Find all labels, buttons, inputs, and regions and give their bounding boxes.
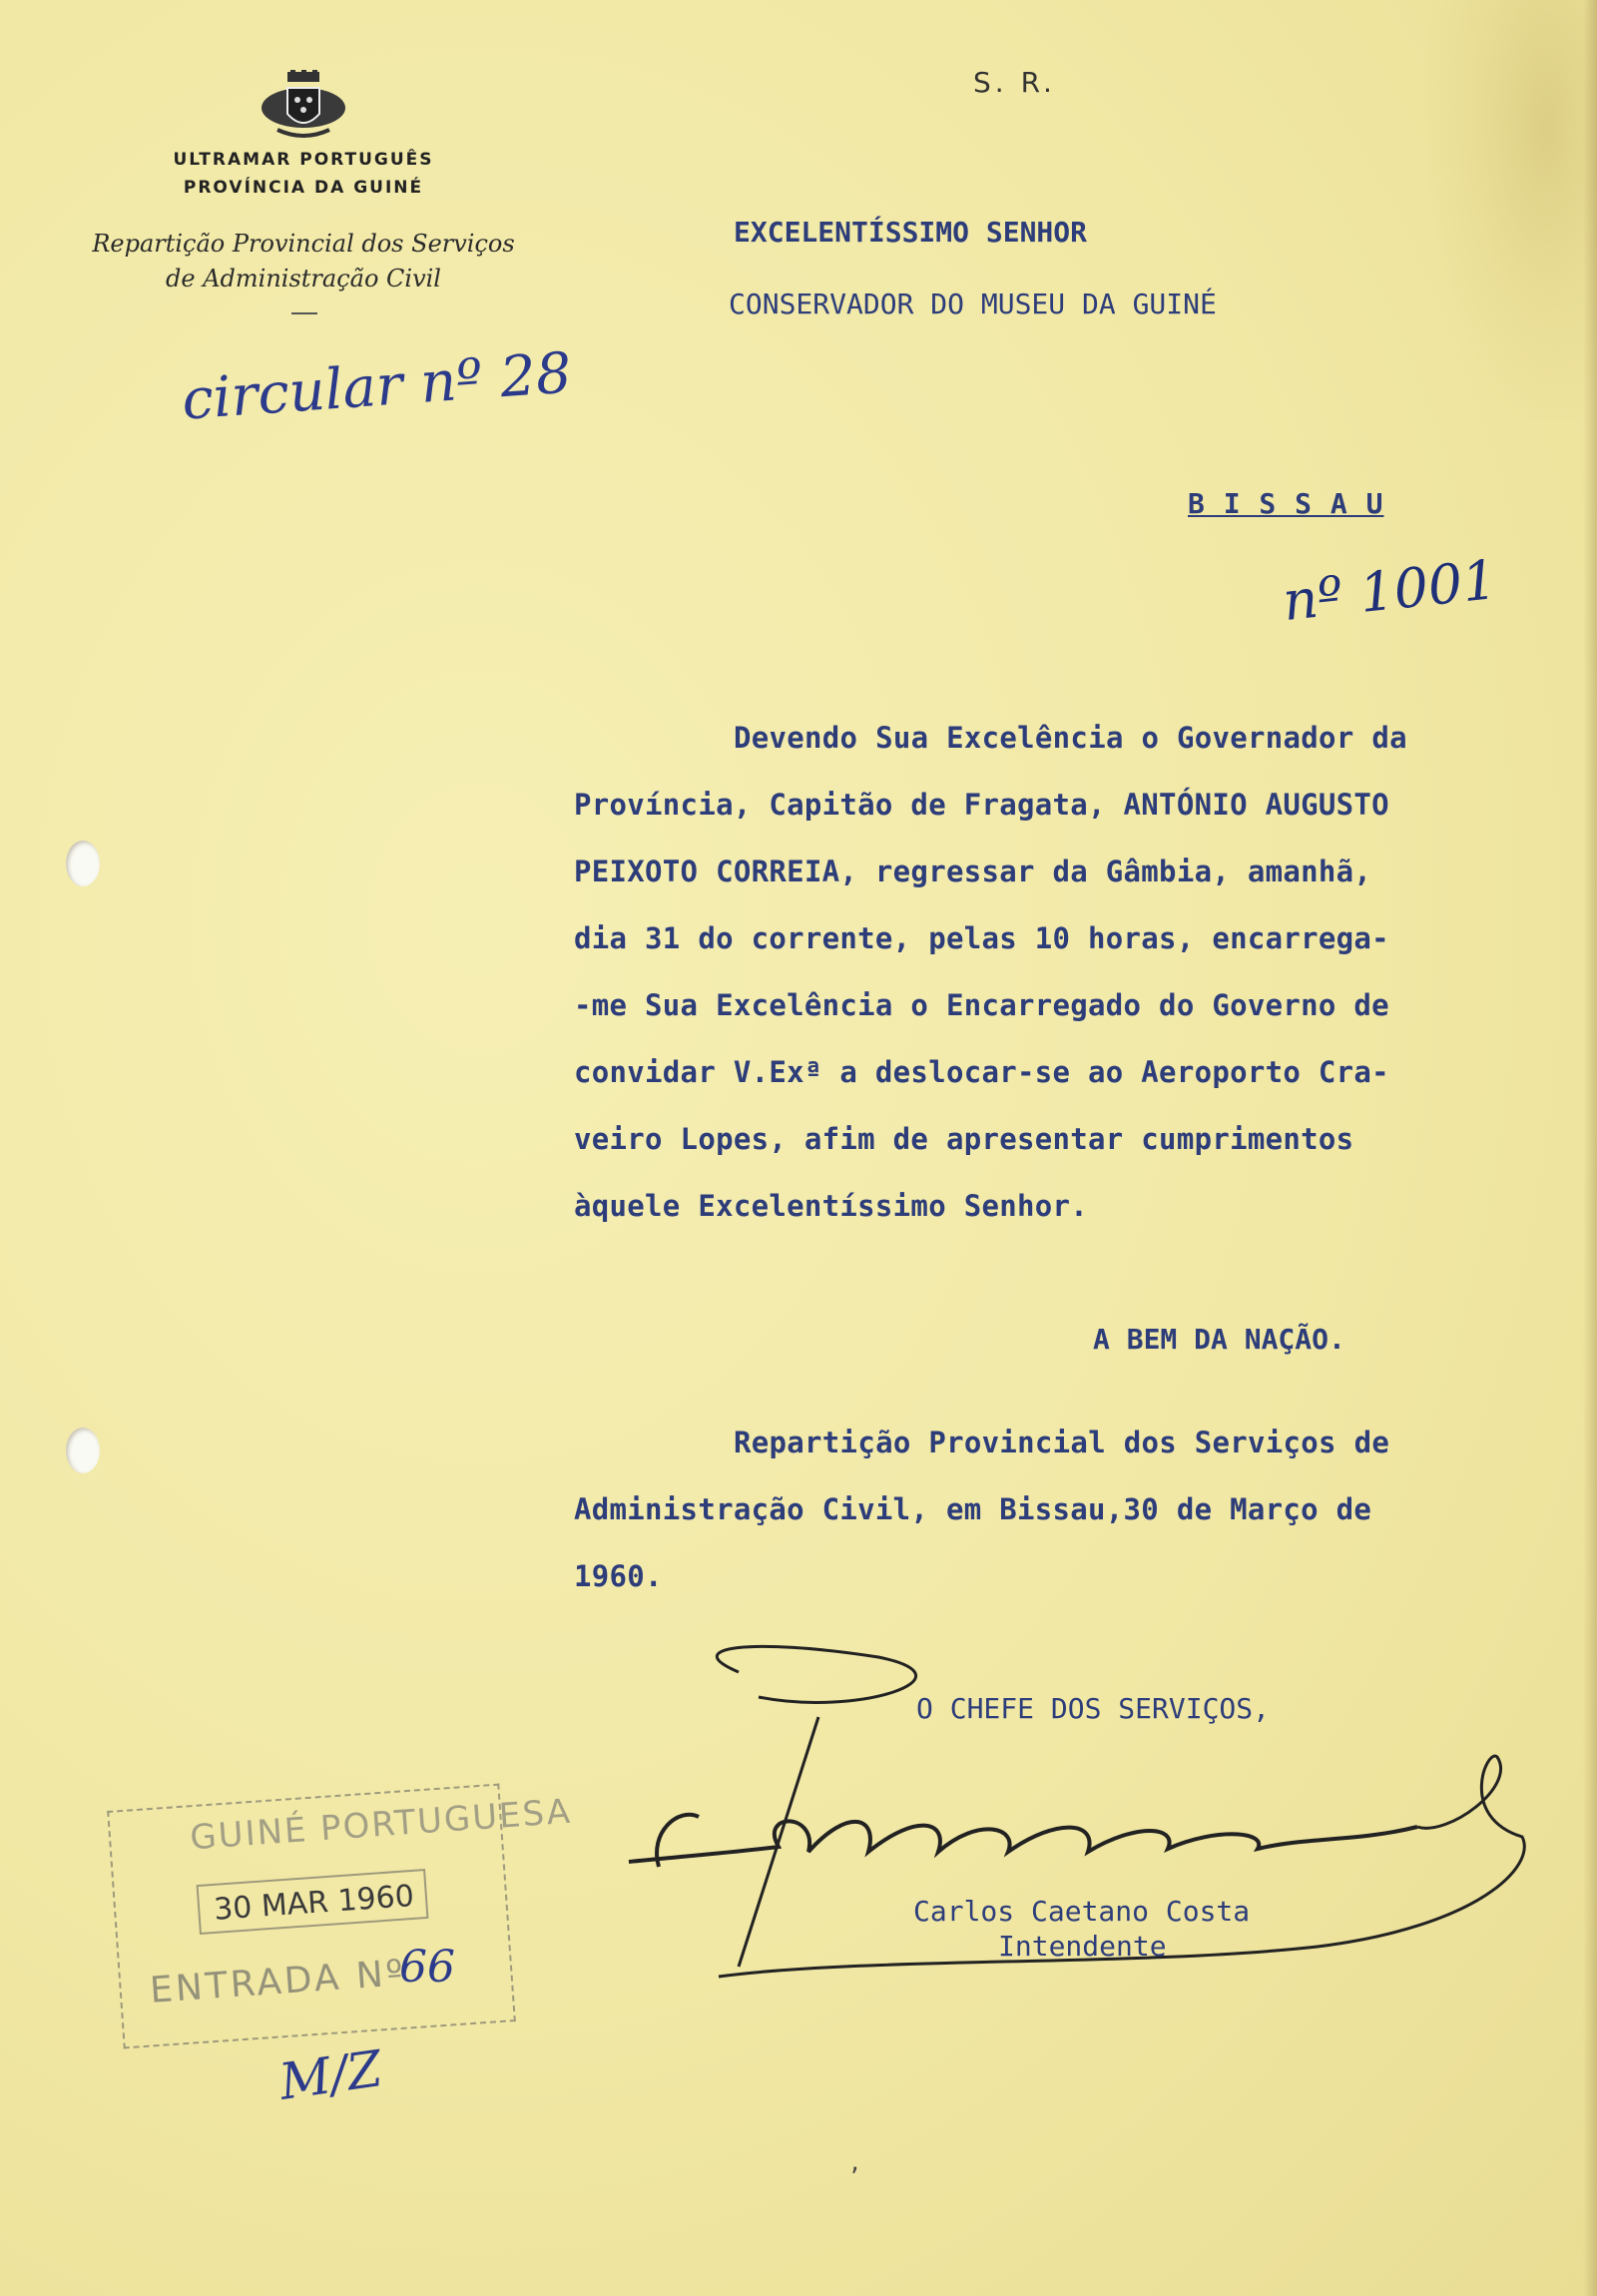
closing-place-line-2: Administração Civil, em Bissau,30 de Março de (574, 1492, 1372, 1526)
stamp-date: 30 MAR 1960 (197, 1869, 429, 1935)
footer-mark: ‚ (848, 2151, 862, 2176)
header-sr: S. R. (973, 66, 1056, 99)
punch-hole-top (66, 841, 100, 886)
coat-of-arms-icon (258, 70, 349, 140)
handwritten-letter-number: nº 1001 (1280, 547, 1500, 634)
paper-stain (1427, 0, 1597, 419)
paper-edge (1583, 0, 1597, 2296)
closing-place-line-3: 1960. (574, 1559, 663, 1593)
divider (291, 312, 317, 314)
body-line-2: Província, Capitão de Fragata, ANTÓNIO AUGUSTO (574, 788, 1389, 822)
letterhead-line-1: ULTRAMAR PORTUGUÊS (173, 150, 434, 170)
letterhead-line-2: PROVÍNCIA DA GUINÉ (183, 178, 424, 198)
signature-title: Intendente (998, 1930, 1167, 1963)
department-line-1: Repartição Provincial dos Serviços (92, 230, 515, 258)
handwritten-initials: M/Z (275, 2039, 386, 2111)
addressee-line-1: EXCELENTÍSSIMO SENHOR (734, 216, 1088, 249)
body-line-7: veiro Lopes, afim de apresentar cumprimentos (574, 1122, 1354, 1156)
body-line-4: dia 31 do corrente, pelas 10 horas, encarrega- (574, 921, 1389, 955)
handwritten-circular-number: circular nº 28 (180, 340, 574, 433)
body-line-3: PEIXOTO CORREIA, regressar da Gâmbia, amanhã, (574, 855, 1372, 888)
body-line-8: àquele Excelentíssimo Senhor. (574, 1189, 1089, 1223)
stamp-entry-label: ENTRADA Nº (148, 1953, 408, 2011)
department-line-2: de Administração Civil (166, 265, 441, 292)
addressee-city: B I S S A U (1188, 487, 1384, 520)
punch-hole-bottom (66, 1428, 100, 1473)
signature-role: O CHEFE DOS SERVIÇOS, (916, 1692, 1271, 1725)
signature-name: Carlos Caetano Costa (913, 1895, 1251, 1928)
stamp-header: GUINÉ PORTUGUESA (189, 1791, 574, 1859)
body-line-5: -me Sua Excelência o Encarregado do Governo de (574, 988, 1389, 1022)
addressee-line-2: CONSERVADOR DO MUSEU DA GUINÉ (729, 287, 1217, 320)
body-line-6: convidar V.Exª a deslocar-se ao Aeroporto Cra- (574, 1055, 1389, 1089)
closing-motto: A BEM DA NAÇÃO. (1093, 1323, 1345, 1356)
closing-place-line-1: Repartição Provincial dos Serviços de (734, 1426, 1390, 1459)
body-line-1: Devendo Sua Excelência o Governador da (734, 721, 1407, 755)
stamp-entry-number: 66 (399, 1942, 455, 1993)
